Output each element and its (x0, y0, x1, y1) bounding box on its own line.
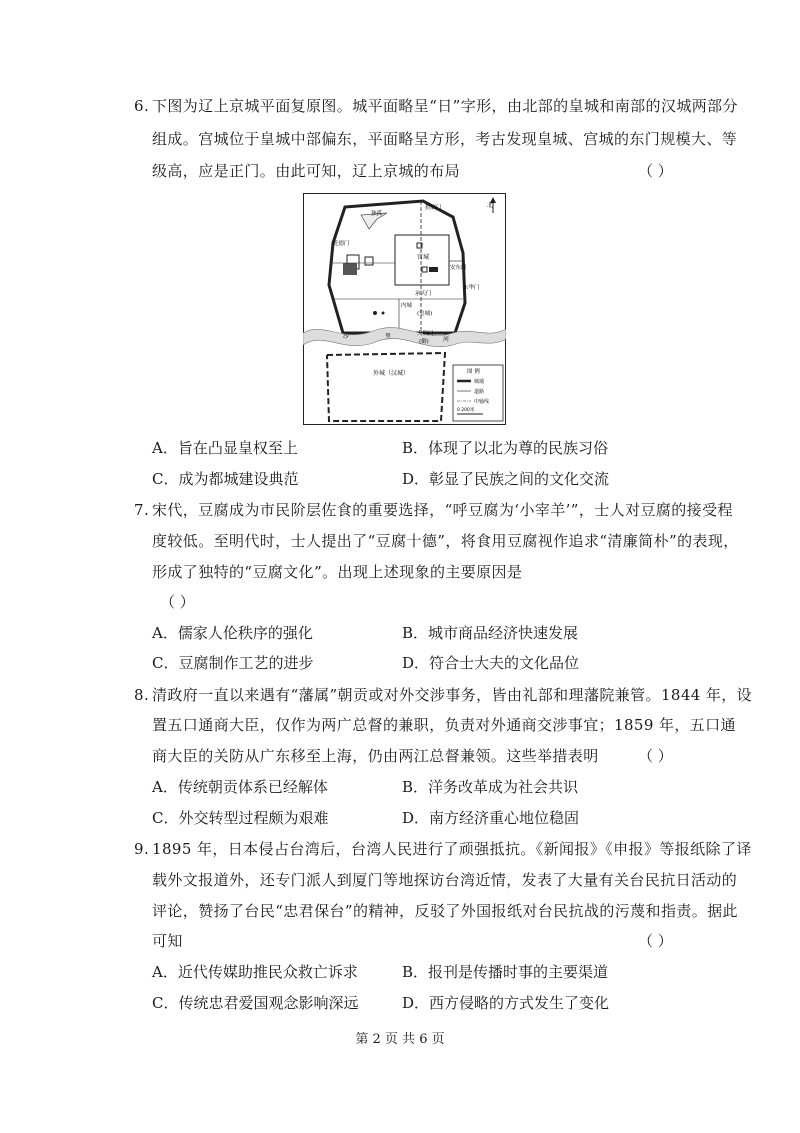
gate-west-label: 乾德门 (333, 241, 350, 247)
q7-answer-paren: （ ） (160, 593, 195, 611)
han-city-label: 外城（汉城） (373, 370, 410, 377)
river-label-1: 沙 (343, 333, 350, 340)
palace-label: 宫城 (417, 254, 430, 261)
q9-number: 9. (134, 840, 150, 858)
q6-option-b: B．体现了以北为尊的民族习俗 (402, 439, 609, 457)
map-svg (303, 193, 506, 425)
gate-south-label: 承天门 (415, 291, 432, 297)
q7-text-line-1: 宋代，豆腐成为市民阶层佐食的重要选择，“呼豆腐为‘小宰羊’”，士人对豆腐的接受程 (152, 501, 733, 519)
q7-option-b: B．城市商品经济快速发展 (402, 624, 579, 642)
river-label-2: 里 (385, 333, 392, 340)
page-footer: 第 2 页 共 6 页 (355, 1032, 445, 1047)
q7-number: 7. (134, 501, 150, 519)
q6-text-line-3: 级高，应是正门。由此可知，辽上京城的布局 (152, 162, 461, 180)
q9-text-line-3: 评论，赞扬了台民“忠君保台”的精神，反驳了外国报纸对台民抗战的污蔑和指责。据此 (152, 902, 738, 920)
q8-option-b: B．洋务改革成为社会共识 (402, 778, 579, 796)
q7-text-line-2: 度较低。至明代时，士人提出了“豆腐十德”，将食用豆腐视作追求“清廉简朴”的表现， (152, 532, 739, 550)
q6-option-a: A．旨在凸显皇权至上 (152, 439, 298, 457)
q9-option-c: C．传统忠君爱国观念影响深远 (152, 994, 359, 1012)
legend-axis: 中轴线 (474, 399, 490, 405)
gate-road-label: 大顺门 (417, 331, 434, 337)
q7-text-line-3: 形成了独特的“豆腐文化”。出现上述现象的主要原因是 (152, 563, 523, 581)
q8-option-d: D．南方经济重心地位稳固 (402, 809, 580, 827)
q6-answer-paren: （ ） (638, 162, 673, 180)
q8-text-line-1: 清政府一直以来遇有“藩属”朝贡或对外交涉事务，皆由礼部和理藩院兼管。1844 年，设 (152, 686, 753, 704)
q6-text-line-2: 组成。宫城位于皇城中部偏东，平面略呈方形，考古发现皇城、宫城的东门规模大、等 (152, 130, 738, 148)
q8-text-line-2: 置五口通商大臣，仅作为两广总督的兼职，负责对外通商交涉事宜；1859 年，五口通 (152, 716, 736, 734)
q8-number: 8. (134, 686, 150, 704)
q9-text-line-2: 载外文报道外，还专门派人到厦门等地探访台湾近情，发表了大量有关台民抗日活动的 (152, 871, 738, 889)
road-label: (御) (419, 339, 429, 345)
q8-answer-paren: （ ） (638, 747, 673, 765)
legend-road: 道路 (474, 389, 485, 395)
q7-option-d: D．符合士大夫的文化品位 (402, 654, 580, 672)
legend-scale: 0 200米 (457, 408, 475, 413)
q8-text-line-3: 商大臣的关防从广东移至上海，仍由两江总督兼领。这些举措表明 (152, 747, 599, 765)
q6-option-d: D．彰显了民族之间的文化交流 (402, 470, 610, 488)
temple-label: 独孤 (371, 211, 383, 217)
q6-text-line-1: 下图为辽上京城平面复原图。城平面略呈“日”字形，由北部的皇城和南部的汉城两部分 (152, 97, 738, 115)
imperial-city-label: (皇城) (417, 311, 433, 317)
q9-text-line-4: 可知 (152, 932, 183, 950)
inner-city-label: 内城 (401, 303, 413, 309)
gate-north-label: 拱辰门 (425, 205, 442, 211)
river-label-3: 河 (443, 336, 450, 343)
q9-option-d: D．西方侵略的方式发生了变化 (402, 994, 610, 1012)
q9-answer-paren: （ ） (638, 932, 673, 950)
q6-option-c: C．成为都城建设典范 (152, 470, 299, 488)
q6-number: 6. (134, 97, 150, 115)
q7-option-a: A．儒家人伦秩序的强化 (152, 624, 313, 642)
q9-text-line-1: 1895 年，日本侵占台湾后，台湾人民进行了顽强抵抗。《新闻报》《申报》等报纸除了译 (152, 840, 752, 858)
q8-option-a: A．传统朝贡体系已经解体 (152, 778, 328, 796)
legend-title: 图 例 (467, 369, 480, 375)
liao-shangjing-map (303, 193, 506, 425)
north-label: 北 (487, 202, 494, 209)
legend-wall: 城墙 (474, 379, 485, 385)
q7-option-c: C．豆腐制作工艺的进步 (152, 654, 314, 672)
q8-option-c: C．外交转型过程颇为艰难 (152, 809, 329, 827)
gate-east-label: 安东门 (450, 265, 467, 271)
gate-southeast-label: 东华门 (463, 285, 480, 291)
q9-option-a: A．近代传媒助推民众救亡诉求 (152, 963, 358, 981)
q9-option-b: B．报刊是传播时事的主要渠道 (402, 963, 609, 981)
